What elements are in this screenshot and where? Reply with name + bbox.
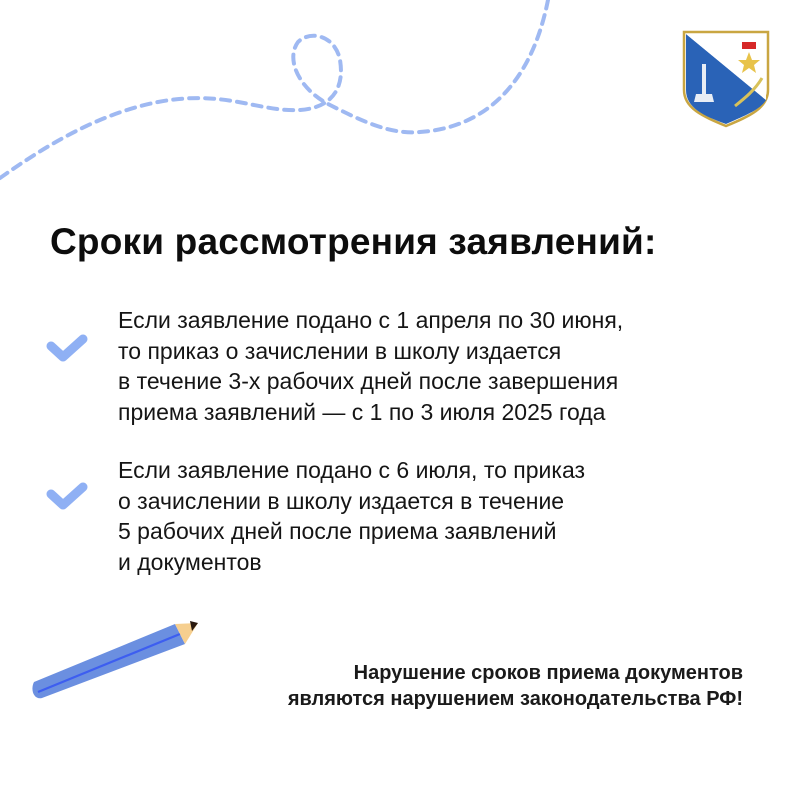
footer-line: Нарушение сроков приема документов — [353, 662, 743, 684]
item-text-line: Если заявление подано с 6 июля, то приказ — [118, 457, 586, 483]
sevastopol-coat-of-arms-icon — [680, 28, 772, 128]
item-text-line: о зачислении в школу издается в течение — [118, 487, 565, 514]
item-text-line: то приказ о зачислении в школу издается — [118, 337, 562, 364]
pencil-icon — [20, 610, 220, 710]
page-title: Сроки рассмотрения заявлений: — [50, 220, 657, 262]
item-text-line: Если заявление подано с 1 апреля по 30 июня, — [118, 307, 624, 333]
item-text-line: и документов — [118, 548, 262, 575]
checkmark-icon — [44, 478, 90, 512]
footer-warning — [288, 660, 743, 712]
item-text-line: 5 рабочих дней после приема заявлений — [118, 518, 557, 544]
list-item — [118, 455, 585, 577]
item-text-line: в течение 3-х рабочих дней после завершения — [118, 368, 619, 394]
list-item — [118, 305, 623, 427]
item-text-line: приема заявлений — с 1 по 3 июля 2025 года — [118, 398, 606, 425]
checkmark-icon — [44, 330, 90, 364]
footer-line: являются нарушением законодательства РФ! — [287, 688, 743, 710]
